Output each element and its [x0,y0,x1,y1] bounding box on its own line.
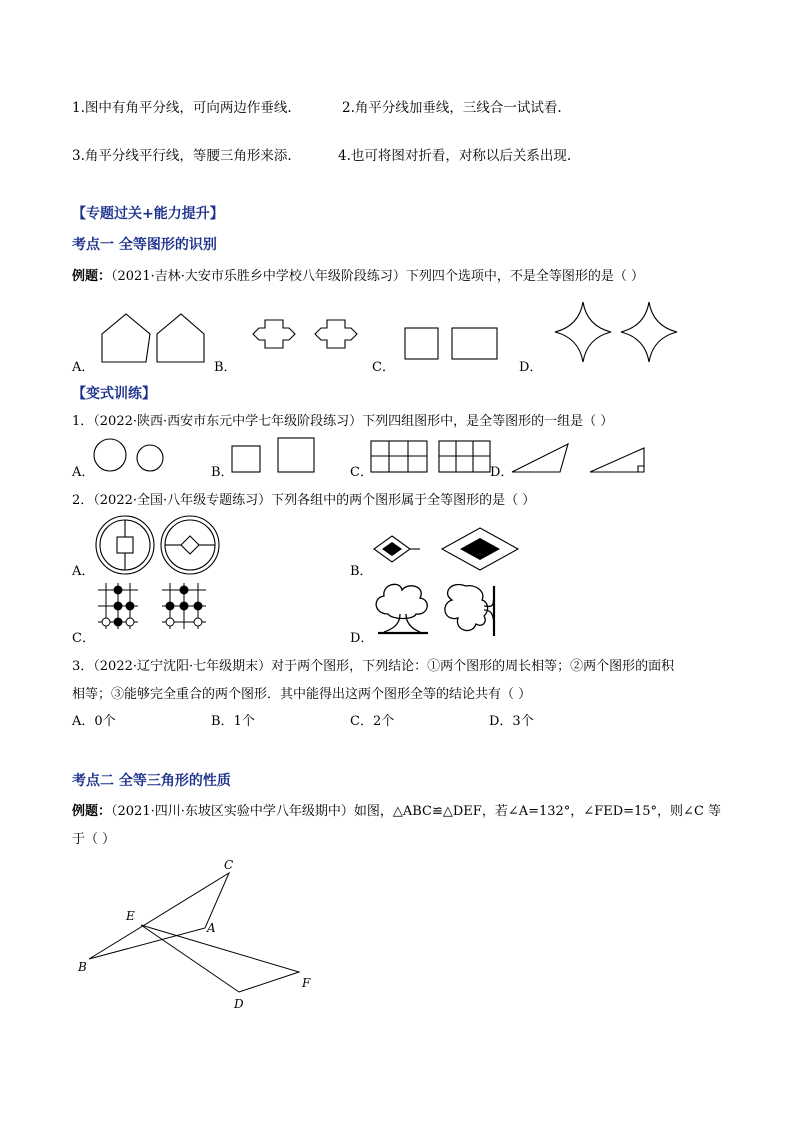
variant-q1: 1．（2022·陕西·西安市东元中学七年级阶段练习）下列四组图形中，是全等图形的一组是（ ） [72,414,614,429]
tip-1: 1.图中有角平分线，可向两边作垂线. [72,100,292,116]
q3-option-d: D．3个 [489,714,534,729]
variant-q3-line2: 相等；③能够完全重合的两个图形．其中能得出这两个图形全等的结论共有（ ） [72,687,532,702]
tip-4: 4.也可将图对折看，对称以后关系出现. [338,148,572,164]
label-f: F [302,976,311,990]
q3-option-b: B．1个 [211,714,255,729]
variant-q3-line1: 3．（2022·辽宁沈阳·七年级期末）对于两个图形，下列结论：①两个图形的周长相等；②两个图形的面积 [72,659,675,674]
label-a: A [207,921,216,935]
q2-option-b: B． [350,564,373,579]
label-e: E [126,909,135,923]
q3-option-c: C．2个 [350,714,395,729]
topic1-option-d: D． [519,360,543,375]
example-label: 例题： [72,269,112,284]
q2-option-c: C． [72,631,95,646]
example2-text: （2021·四川·东坡区实验中学八年级期中）如图，△ABC≌△DEF，若∠A=132°，∠FED=15°，则∠C 等 [111,804,722,819]
topic1-title: 考点一 全等图形的识别 [72,237,217,253]
q1-option-d: D． [490,465,514,480]
topic1-option-b: B． [214,360,237,375]
q2-option-d: D． [350,631,374,646]
topic1-option-c: C． [372,360,395,375]
section-title: 【专题过关+能力提升】 [72,206,224,222]
q3-option-a: A．0个 [72,714,116,729]
q1-option-c: C． [350,465,373,480]
q2-option-a: A． [72,564,95,579]
example2-label: 例题： [72,804,112,819]
label-b: B [78,960,87,974]
topic2-example-line2: 于（ ） [72,832,116,847]
label-c: C [224,858,234,872]
label-d: D [234,997,244,1011]
q1-option-b: B． [211,465,234,480]
q1-option-a: A． [72,465,95,480]
tip-3: 3.角平分线平行线，等腰三角形来添. [72,148,292,164]
topic1-option-a: A． [72,360,95,375]
example-text: （2021·吉林·大安市乐胜乡中学校八年级阶段练习）下列四个选项中，不是全等图形的是（ ） [111,269,644,284]
topic2-title: 考点二 全等三角形的性质 [72,773,231,789]
variant-title: 【变式训练】 [72,386,156,402]
variant-q2: 2．（2022·全国·八年级专题练习）下列各组中的两个图形属于全等图形的是（ ） [72,493,536,508]
tip-2: 2.角平分线加垂线，三线合一试试看. [342,100,562,116]
